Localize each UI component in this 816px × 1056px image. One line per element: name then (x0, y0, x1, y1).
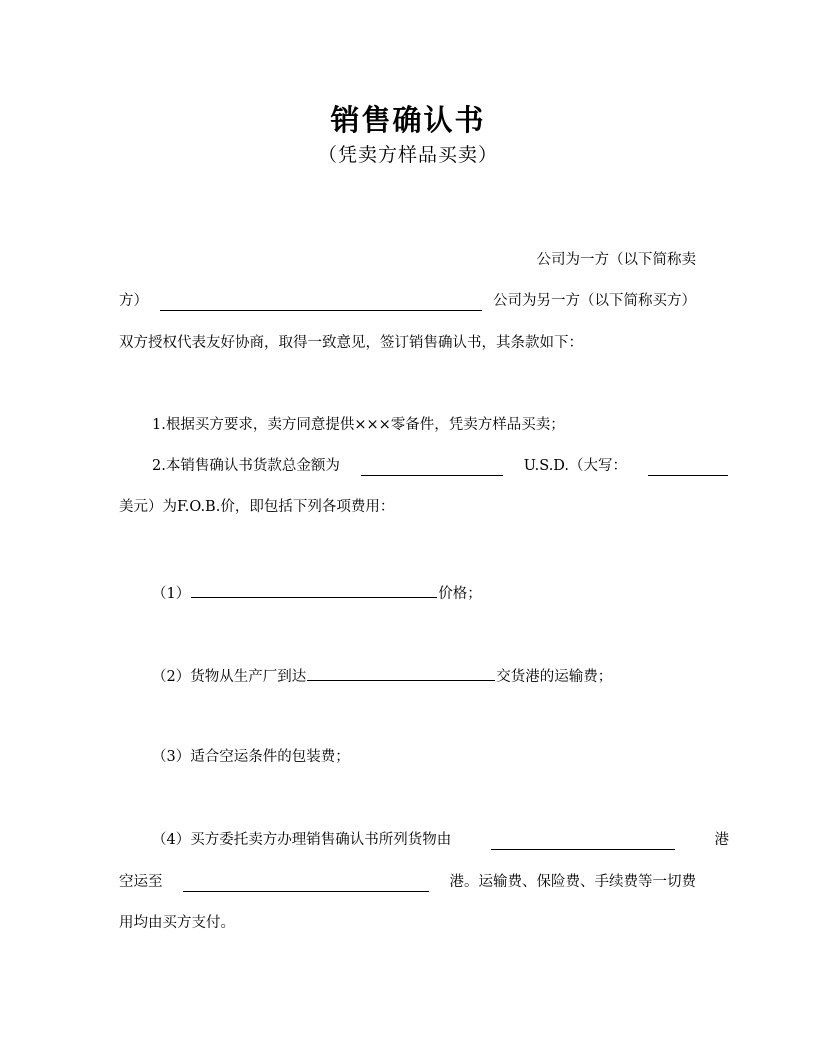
clause-2 (119, 456, 729, 476)
clause-2-cont (119, 497, 696, 517)
intro-text-2-end: 公司为另一方（以下简称买方） (493, 293, 696, 309)
item-1 (119, 581, 729, 604)
item-3-text: （3）适合空运条件的包装费； (152, 749, 350, 765)
intro-text-2-start: 方） (119, 293, 148, 309)
clause-2-start: 2.本销售确认书货款总金额为 (152, 458, 340, 474)
clause-1-text: 1.根据买方要求，卖方同意提供×××零备件，凭卖方样品买卖； (152, 417, 565, 433)
intro-line-1 (119, 250, 696, 270)
item-2-end: 交货港的运输费； (496, 669, 613, 685)
item-1-end: 价格； (438, 586, 482, 602)
item-4-end: 港 (714, 832, 729, 848)
intro-text-1: 公司为一方（以下简称卖 (536, 252, 696, 268)
intro-line-2 (119, 291, 696, 311)
item-4-start: （4）买方委托卖方办理销售确认书所列货物由 (152, 832, 452, 848)
total-amount-blank[interactable] (361, 459, 503, 476)
document-title: 销售确认书 (330, 103, 486, 137)
departure-place-blank[interactable] (307, 664, 495, 681)
clause-2-cont-text: 美元）为F.O.B.价，即包括下列各项费用： (119, 499, 395, 515)
amount-in-words-blank[interactable] (648, 459, 728, 476)
clause-2-middle: U.S.D.（大写： (523, 458, 628, 474)
item-4 (119, 830, 729, 850)
item-3 (119, 747, 729, 767)
intro-text-3: 双方授权代表友好协商，取得一致意见，签订销售确认书，其条款如下： (119, 335, 583, 351)
seller-company-blank[interactable] (160, 294, 482, 311)
origin-port-blank[interactable] (491, 833, 675, 850)
destination-port-blank[interactable] (183, 875, 429, 892)
item-1-label: （1） (152, 586, 191, 602)
item-2-start: （2）货物从生产厂到达 (152, 669, 307, 685)
item-4-line-3-text: 用均由买方支付。 (119, 915, 235, 931)
item-4-line-2-end: 港。运输费、保险费、手续费等一切费 (449, 874, 696, 890)
clause-1 (119, 415, 729, 435)
price-blank[interactable] (191, 581, 437, 598)
item-4-line-2 (119, 872, 696, 892)
document-subtitle: （凭卖方样品买卖） (317, 144, 498, 166)
item-2 (119, 664, 729, 687)
item-4-line-3 (119, 913, 696, 933)
item-4-line-2-start: 空运至 (119, 874, 163, 890)
intro-line-3 (119, 333, 696, 353)
